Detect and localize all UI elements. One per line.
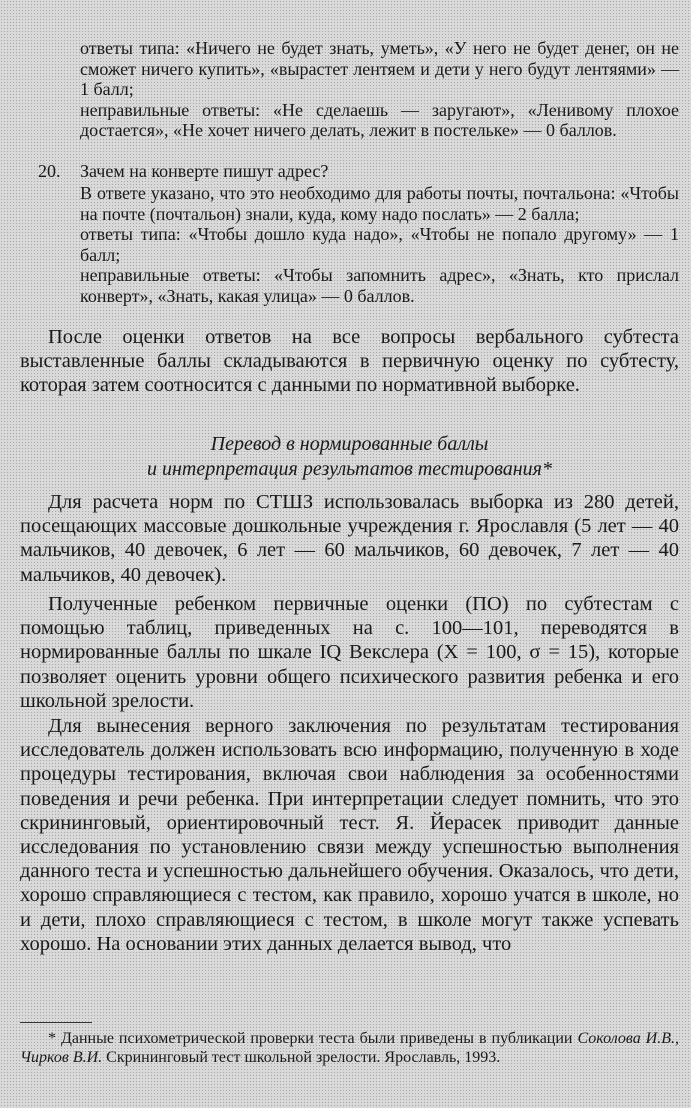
footnote-post: Скрининговый тест школьной зрелости. Ярославль, 1993. <box>102 1048 501 1066</box>
answer-1-point-q20: ответы типа: «Чтобы дошло куда надо», «Чтобы не попало другому» — 1 балл; <box>80 224 679 265</box>
answer-1-point: ответы типа: «Ничего не будет знать, уметь», «У него не будет денег, он не сможет ничего купить», «вырастет лентяем и дети у него будут лентяями» — 1 балл; <box>80 38 679 99</box>
footnote-authors: Соколова И.В., Чирков В.И. <box>20 1030 680 1066</box>
answer-0-points-q20: неправильные ответы: «Чтобы запомнить адрес», «Знать, кто прислал конверт», «Знать, какая улица» — 0 баллов. <box>80 265 679 306</box>
footnote-divider <box>20 1022 92 1023</box>
answer-0-point: неправильные ответы: «Не сделаешь — заругают», «Ленивому плохое достается», «Не хочет ничего делать, лежит в постельке» — 0 баллов. <box>80 99 679 140</box>
heading-line-1: Перевод в нормированные баллы <box>210 433 489 455</box>
paragraph-norms: Для расчета норм по СТШЗ использовалась выборка из 280 детей, посещающих массовые дошкольные учреждения г. Ярославля (5 лет — 40 мальчиков, 40 девочек, 6 лет — 60 мальчиков, 60 девочек, 7 лет — 40 мальчиков, 40 девочек). <box>20 491 679 586</box>
question-text: Зачем на конверте пишут адрес? <box>80 161 329 181</box>
question-20 <box>38 161 679 182</box>
question-20-answers <box>80 183 679 306</box>
paragraph-scoring: После оценки ответов на все вопросы вербального субтеста выставленные баллы складываются в первичную оценку по субтесту, которая затем соотносится с данными по нормативной выборке. <box>20 326 679 397</box>
paragraph-conversion: Полученные ребенком первичные оценки (ПО) по субтестам с помощью таблиц, приведенных на с. 100—101, переводятся в нормированные баллы по шкале IQ Векслера (X = 100, σ = 15), которые позволяет оценить уровни общего психического развития ребенка и его школьной зрелости. <box>20 593 679 712</box>
heading-line-2: и интерпретация результатов тестирования* <box>147 458 552 480</box>
question-number: 20. <box>38 161 61 181</box>
paragraph-interpretation: Для вынесения верного заключения по результатам тестирования исследователь должен использовать всю информацию, полученную в ходе процедуры тестирования, включая свои наблюдения за особенностями поведения и речи ребенка. При интерпретации следует помнить, что это скрининговый, ориентировочный тест. Я. Йерасек приводит данные исследования по установлению связи между успешностью выполнения данного теста и успешностью дальнейшего обучения. Оказалось, что дети, хорошо справляющиеся с тестом, как правило, хорошо учатся в школе, но и дети, плохо справляющиеся с тестом, в школе могут также успевать хорошо. На основании этих данных делается вывод, что <box>20 715 679 955</box>
footnote <box>20 1030 679 1067</box>
answer-2-points: В ответе указано, что это необходимо для работы почты, почтальона: «Чтобы на почте (почтальон) знали, куда, кому надо послать» — 2 балла; <box>80 183 679 224</box>
footnote-pre: * Данные психометрической проверки теста были приведены в публикации <box>48 1030 578 1047</box>
section-heading <box>20 432 679 482</box>
answers-top <box>80 38 679 141</box>
